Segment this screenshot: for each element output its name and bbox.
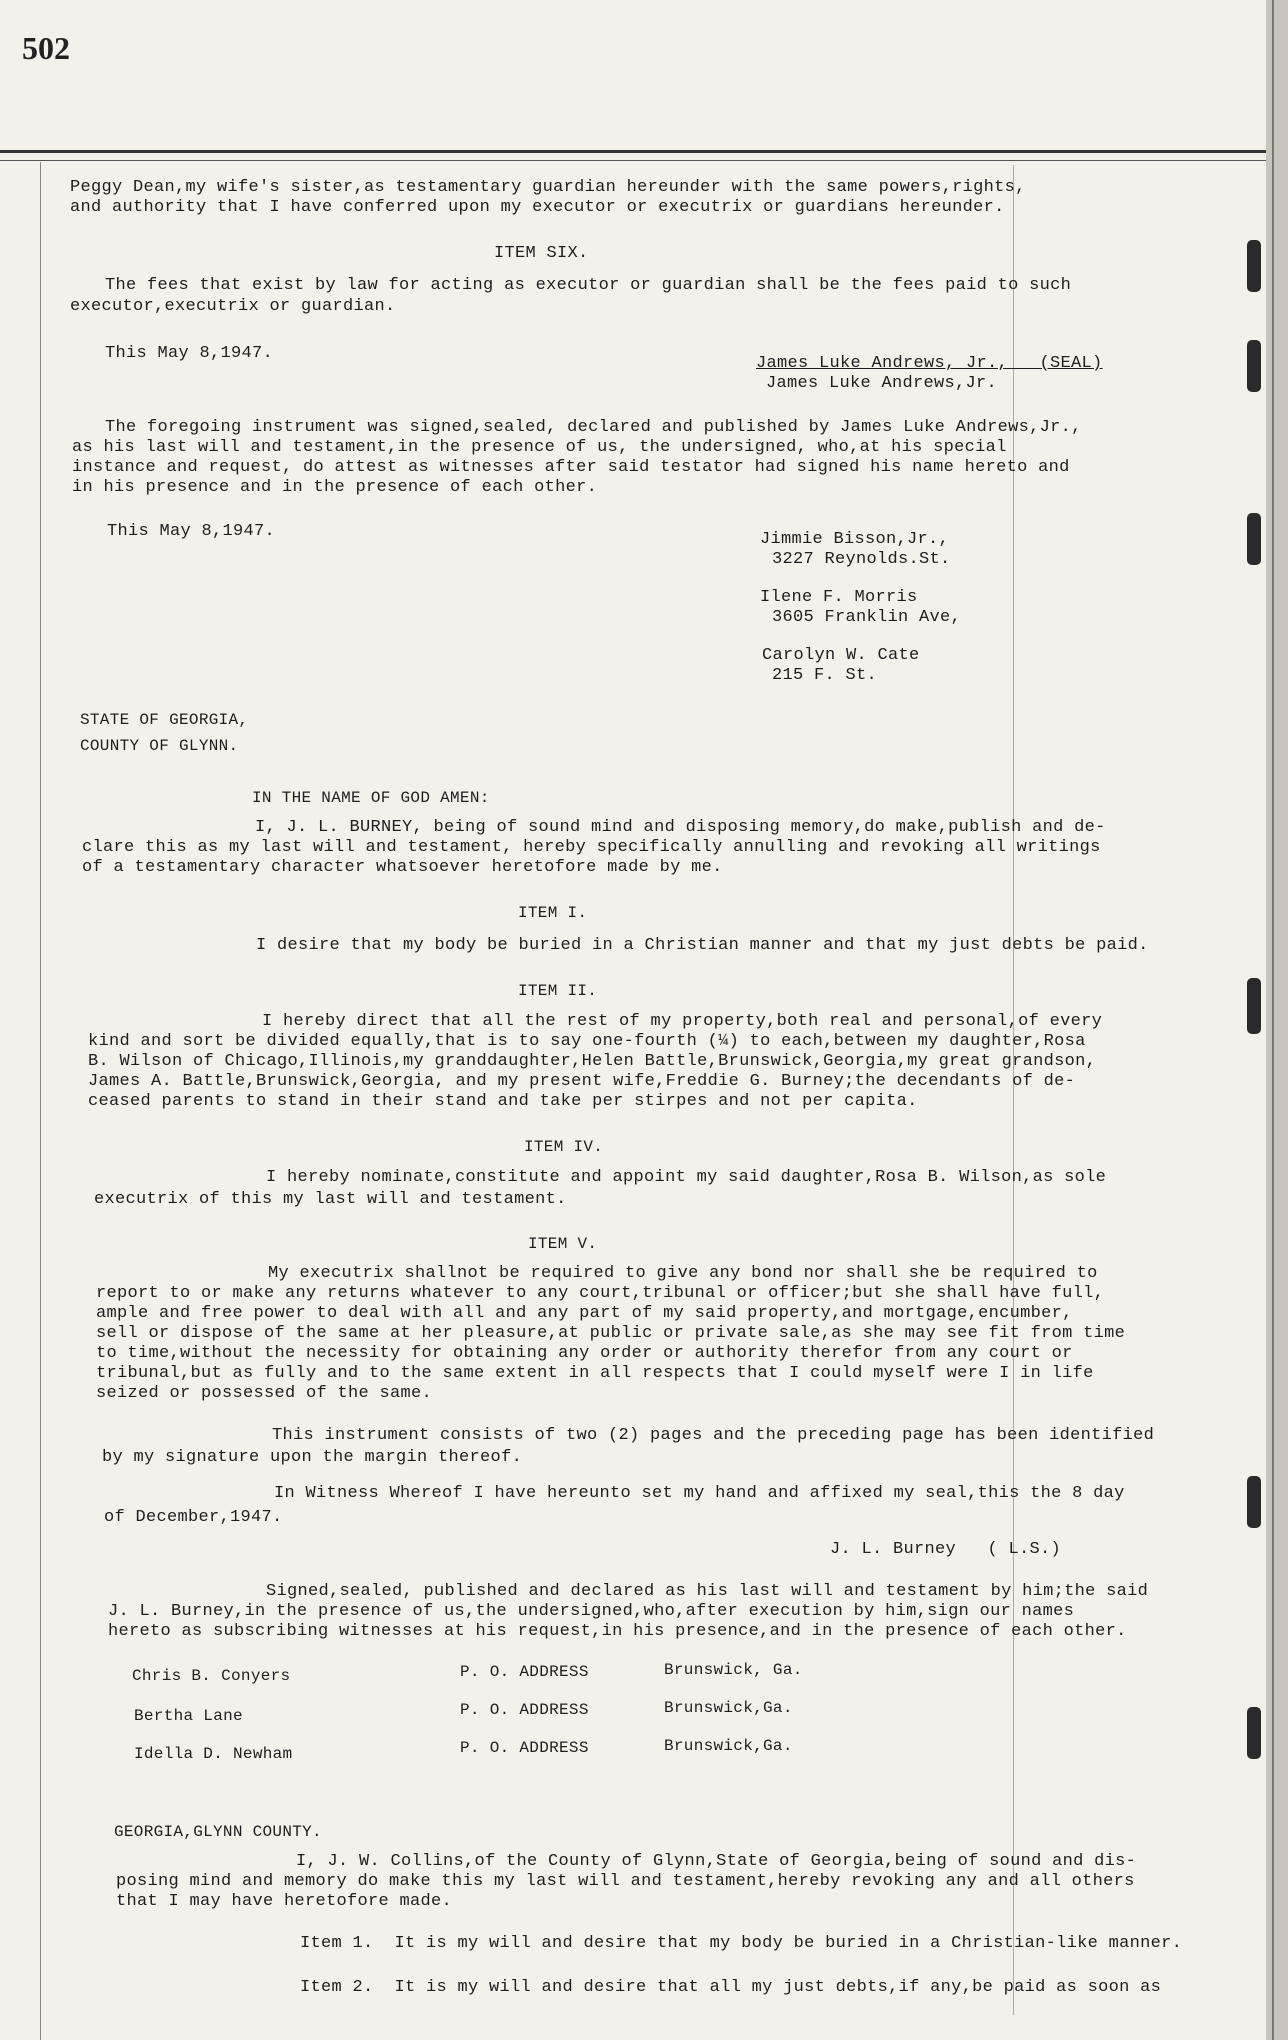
paragraph-line: The fees that exist by law for acting as executor or guardian shall be the fees paid to such (105, 276, 1072, 295)
paragraph-line: executrix of this my last will and testament. (94, 1190, 567, 1209)
invocation-heading: IN THE NAME OF GOD AMEN: (252, 789, 490, 807)
index-tab-mark (1247, 1707, 1261, 1759)
item-heading: ITEM V. (528, 1235, 598, 1253)
witness-city: Brunswick,Ga. (664, 1737, 793, 1755)
paragraph-line: Item 1. It is my will and desire that my body be buried in a Christian-like manner. (300, 1934, 1183, 1953)
address-label: P. O. ADDRESS (460, 1701, 589, 1719)
witness-name: Idella D. Newham (134, 1745, 293, 1763)
paragraph-line: James A. Battle,Brunswick,Georgia, and my present wife,Freddie G. Burney;the decendants of de- (88, 1072, 1076, 1091)
paragraph-line: I hereby direct that all the rest of my property,both real and personal,of every (262, 1012, 1103, 1031)
paragraph-line: instance and request, do attest as witnesses after said testator had signed his name hereto and (72, 458, 1070, 477)
item-heading: ITEM I. (518, 904, 588, 922)
witness-name: Chris B. Conyers (132, 1667, 291, 1685)
paragraph-line: in his presence and in the presence of each other. (72, 478, 598, 497)
county-heading: COUNTY OF GLYNN. (80, 737, 239, 755)
index-tab-mark (1247, 240, 1261, 292)
top-rule (0, 150, 1270, 153)
witness-name: Jimmie Bisson,Jr., (760, 530, 950, 549)
witness-address: 3227 Reynolds.St. (772, 550, 951, 569)
paragraph-line: that I may have heretofore made. (116, 1892, 453, 1911)
witness-city: Brunswick,Ga. (664, 1699, 793, 1717)
county-heading: GEORGIA,GLYNN COUNTY. (114, 1823, 322, 1841)
paragraph-line: I, J. W. Collins,of the County of Glynn,State of Georgia,being of sound and dis- (296, 1852, 1137, 1871)
paragraph-line: seized or possessed of the same. (96, 1384, 433, 1403)
book-binding-edge (1266, 0, 1288, 2040)
paragraph-line: hereto as subscribing witnesses at his request,in his presence,and in the presence of each other. (108, 1622, 1127, 1641)
paragraph-line: Peggy Dean,my wife's sister,as testamentary guardian hereunder with the same powers,rights, (70, 178, 1026, 197)
paragraph-line: as his last will and testament,in the presence of us, the undersigned, who,at his special (72, 438, 1007, 457)
item-heading: ITEM II. (518, 982, 598, 1000)
paragraph-line: executor,executrix or guardian. (70, 297, 396, 316)
paragraph-line: posing mind and memory do make this my last will and testament,hereby revoking any and all others (116, 1872, 1135, 1891)
paragraph-line: The foregoing instrument was signed,sealed, declared and published by James Luke Andrews,Jr., (105, 418, 1082, 437)
witness-city: Brunswick, Ga. (664, 1661, 803, 1679)
date-line: This May 8,1947. (105, 344, 274, 363)
paragraph-line: ample and free power to deal with all and any part of my said property,and mortgage,encumber, (96, 1304, 1073, 1323)
index-tab-mark (1247, 978, 1261, 1034)
paragraph-line: clare this as my last will and testament, hereby specifically annulling and revoking all writings (82, 838, 1101, 857)
paragraph-line: report to or make any returns whatever to any court,tribunal or officer;but she shall have full, (96, 1284, 1105, 1303)
paragraph-line: by my signature upon the margin thereof. (102, 1448, 523, 1467)
state-heading: STATE OF GEORGIA, (80, 711, 249, 729)
item-heading: ITEM SIX. (494, 244, 589, 263)
index-tab-mark (1247, 340, 1261, 392)
witness-name: Ilene F. Morris (760, 588, 918, 607)
paragraph-line: I desire that my body be buried in a Christian manner and that my just debts be paid. (256, 936, 1149, 955)
paragraph-line: kind and sort be divided equally,that is to say one-fourth (¼) to each,between my daughter,Rosa (88, 1032, 1086, 1051)
paragraph-line: My executrix shallnot be required to give any bond nor shall she be required to (268, 1264, 1098, 1283)
paragraph-line: I, J. L. BURNEY, being of sound mind and disposing memory,do make,publish and de- (255, 818, 1106, 837)
witness-name: Bertha Lane (134, 1707, 243, 1725)
item-heading: ITEM IV. (524, 1138, 604, 1156)
paragraph-line: to time,without the necessity for obtaining any order or authority therefor from any court or (96, 1344, 1073, 1363)
address-label: P. O. ADDRESS (460, 1739, 589, 1757)
paragraph-line: In Witness Whereof I have hereunto set my hand and affixed my seal,this the 8 day (274, 1484, 1125, 1503)
paragraph-line: B. Wilson of Chicago,Illinois,my granddaughter,Helen Battle,Brunswick,Georgia,my great grandson, (88, 1052, 1097, 1071)
witness-address: 3605 Franklin Ave, (772, 608, 962, 627)
paragraph-line: I hereby nominate,constitute and appoint my said daughter,Rosa B. Wilson,as sole (266, 1168, 1107, 1187)
paragraph-line: of a testamentary character whatsoever heretofore made by me. (82, 858, 723, 877)
paragraph-line: and authority that I have conferred upon my executor or executrix or guardians hereunder. (70, 198, 1005, 217)
typed-name: James Luke Andrews,Jr. (766, 374, 998, 393)
book-binding-line (1272, 0, 1274, 2040)
page-number: 502 (22, 30, 70, 66)
paragraph-line: J. L. Burney,in the presence of us,the undersigned,who,after execution by him,sign our names (108, 1602, 1075, 1621)
signature-line: J. L. Burney ( L.S.) (830, 1540, 1062, 1559)
address-label: P. O. ADDRESS (460, 1663, 589, 1681)
index-tab-mark (1247, 513, 1261, 565)
paragraph-line: Signed,sealed, published and declared as his last will and testament by him;the said (266, 1582, 1149, 1601)
paragraph-line: of December,1947. (104, 1508, 283, 1527)
paragraph-line: This instrument consists of two (2) pages and the preceding page has been identified (272, 1426, 1155, 1445)
paragraph-line: tribunal,but as fully and to the same extent in all respects that I could myself were I in life (96, 1364, 1094, 1383)
date-line: This May 8,1947. (107, 522, 276, 541)
witness-name: Carolyn W. Cate (762, 646, 920, 665)
paragraph-line: sell or dispose of the same at her pleasure,at public or private sale,as she may see fit from time (96, 1324, 1126, 1343)
left-margin-rule (40, 162, 41, 2040)
witness-address: 215 F. St. (772, 666, 878, 685)
paragraph-line: ceased parents to stand in their stand and take per stirpes and not per capita. (88, 1092, 918, 1111)
paragraph-line: Item 2. It is my will and desire that all my just debts,if any,be paid as soon as (300, 1978, 1162, 1997)
signature-line: James Luke Andrews, Jr., (SEAL) (756, 354, 1103, 373)
index-tab-mark (1247, 1476, 1261, 1528)
top-rule-thin (0, 160, 1270, 161)
